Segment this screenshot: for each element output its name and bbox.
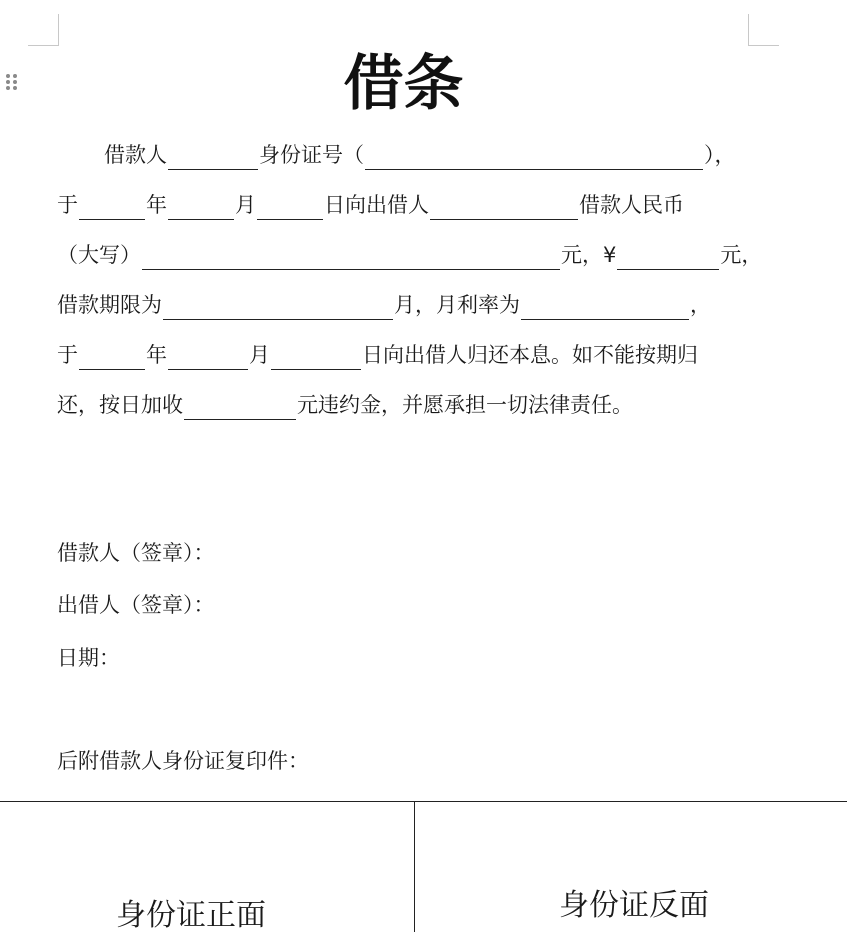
label-month: 月: [235, 193, 256, 217]
body-line-6: [57, 390, 633, 420]
label-at: 于: [57, 193, 78, 217]
blank-term[interactable]: [163, 295, 393, 320]
label-borrower: 借款人: [104, 143, 167, 167]
label-term: 借款期限为: [57, 293, 162, 317]
id-card-back-box: [414, 801, 847, 932]
signature-date: 日期：: [57, 646, 120, 670]
page-corner-top-right: [748, 14, 779, 46]
label-month-2: 月: [249, 343, 270, 367]
blank-lender-name[interactable]: [430, 195, 578, 220]
blank-day[interactable]: [257, 195, 323, 220]
document-title: 借条: [343, 49, 464, 119]
attachment-note: 后附借款人身份证复印件：: [57, 749, 309, 773]
label-yuan-yen: 元，¥: [561, 243, 617, 267]
body-line-5: [57, 340, 698, 370]
label-uppercase: （大写）: [57, 243, 141, 267]
body-line-3: [57, 240, 762, 270]
label-comma: ，: [690, 293, 711, 317]
label-repay: 日向出借人归还本息。如不能按期归: [362, 343, 698, 367]
blank-penalty-amount[interactable]: [184, 395, 296, 420]
signature-lender: 出借人（签章）：: [57, 593, 215, 617]
id-card-back-label: 身份证反面: [559, 888, 709, 923]
label-penalty-rest: 元违约金，并愿承担一切法律责任。: [297, 393, 633, 417]
label-year: 年: [146, 193, 167, 217]
blank-year[interactable]: [79, 195, 145, 220]
label-yuan-end: 元，: [720, 243, 763, 267]
body-line-4: [57, 290, 711, 320]
label-year-2: 年: [146, 343, 167, 367]
blank-month[interactable]: [168, 195, 234, 220]
blank-monthly-rate[interactable]: [521, 295, 689, 320]
blank-repay-day[interactable]: [271, 345, 361, 370]
label-penalty: 还，按日加收: [57, 393, 183, 417]
blank-amount-uppercase[interactable]: [142, 245, 560, 270]
blank-repay-month[interactable]: [168, 345, 248, 370]
label-day-lender: 日向出借人: [324, 193, 429, 217]
label-month-rate: 月，月利率为: [394, 293, 520, 317]
body-line-1: [104, 140, 736, 170]
label-borrow-rmb: 借款人民币: [579, 193, 684, 217]
label-id-number: 身份证号（: [259, 143, 364, 167]
blank-id-number[interactable]: [365, 145, 703, 170]
id-card-front-label: 身份证正面: [116, 898, 266, 933]
body-line-2: [57, 190, 684, 220]
label-at-2: 于: [57, 343, 78, 367]
blank-borrower-name[interactable]: [168, 145, 258, 170]
page-corner-top-left: [28, 14, 59, 46]
id-card-front-box: [0, 801, 414, 932]
signature-borrower: 借款人（签章）：: [57, 541, 215, 565]
label-close-paren: ），: [704, 143, 736, 167]
blank-amount-number[interactable]: [617, 245, 719, 270]
blank-repay-year[interactable]: [79, 345, 145, 370]
